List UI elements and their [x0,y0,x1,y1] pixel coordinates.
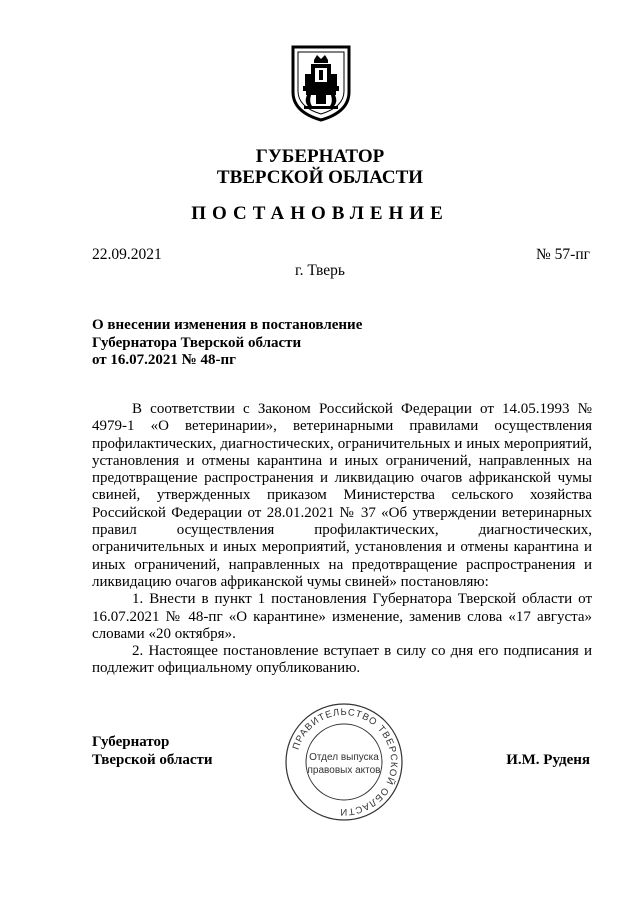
body-paragraph-preamble: В соответствии с Законом Российской Федерации от 14.05.1993 № 4979-1 «О ветеринарии», ветеринарными правилами осуществления профилактических, диагностических, ограничительных и иных мероприятий, установления и отмены карантина и иных ограничений, направленных на предотвращение распространения и ликвидацию очагов африканской чумы свиней, утвержденных приказом Министерства сельского хозяйства Российской Федерации от 28.01.2021 № 37 «Об утверждении ветеринарных правил осуществления профилактических, диагностических, ограничительных и иных мероприятий, установления и отмены карантина и иных ограничений, направленных на предотвращение распространения и ликвидацию очагов африканской чумы свиней» постановляю: [92,401,592,590]
official-stamp [282,700,406,824]
body-paragraph-item2: 2. Настоящее постановление вступает в силу со дня его подписания и подлежит официальному опубликованию. [92,643,592,677]
org-name-line2: ТВЕРСКОЙ ОБЛАСТИ [216,167,424,188]
subject-line2: Губернатора Тверской области [92,334,302,351]
org-name-line1: ГУБЕРНАТОР [255,146,385,167]
stamp-line1: Отдел выпуска [309,752,379,763]
document-subject [92,317,452,370]
subject-line1: О внесении изменения в постановление [92,317,363,333]
document-number: № 57-пг [536,246,590,263]
signatory-title-line1: Губернатор [92,734,170,750]
coat-of-arms-emblem [290,44,352,122]
body-paragraph-item1: 1. Внести в пункт 1 постановления Губернатора Тверской области от 16.07.2021 № 48-пг «О карантине» изменение, заменив слова «17 августа» словами «20 октября». [92,591,592,642]
document-date: 22.09.2021 [92,246,162,263]
signatory-title-line2: Тверской области [92,751,213,768]
stamp-line2: правовых актов [307,765,381,776]
subject-line3: от 16.07.2021 № 48-пг [92,352,236,368]
signatory-title [92,734,213,769]
document-body [92,401,592,678]
document-type-title: ПОСТАНОВЛЕНИЕ [191,203,449,224]
stamp-ring-text: ПРАВИТЕЛЬСТВО ТВЕРСКОЙ ОБЛАСТИ [290,706,400,818]
signatory-name: И.М. Руденя [506,752,590,768]
document-city: г. Тверь [295,262,345,279]
